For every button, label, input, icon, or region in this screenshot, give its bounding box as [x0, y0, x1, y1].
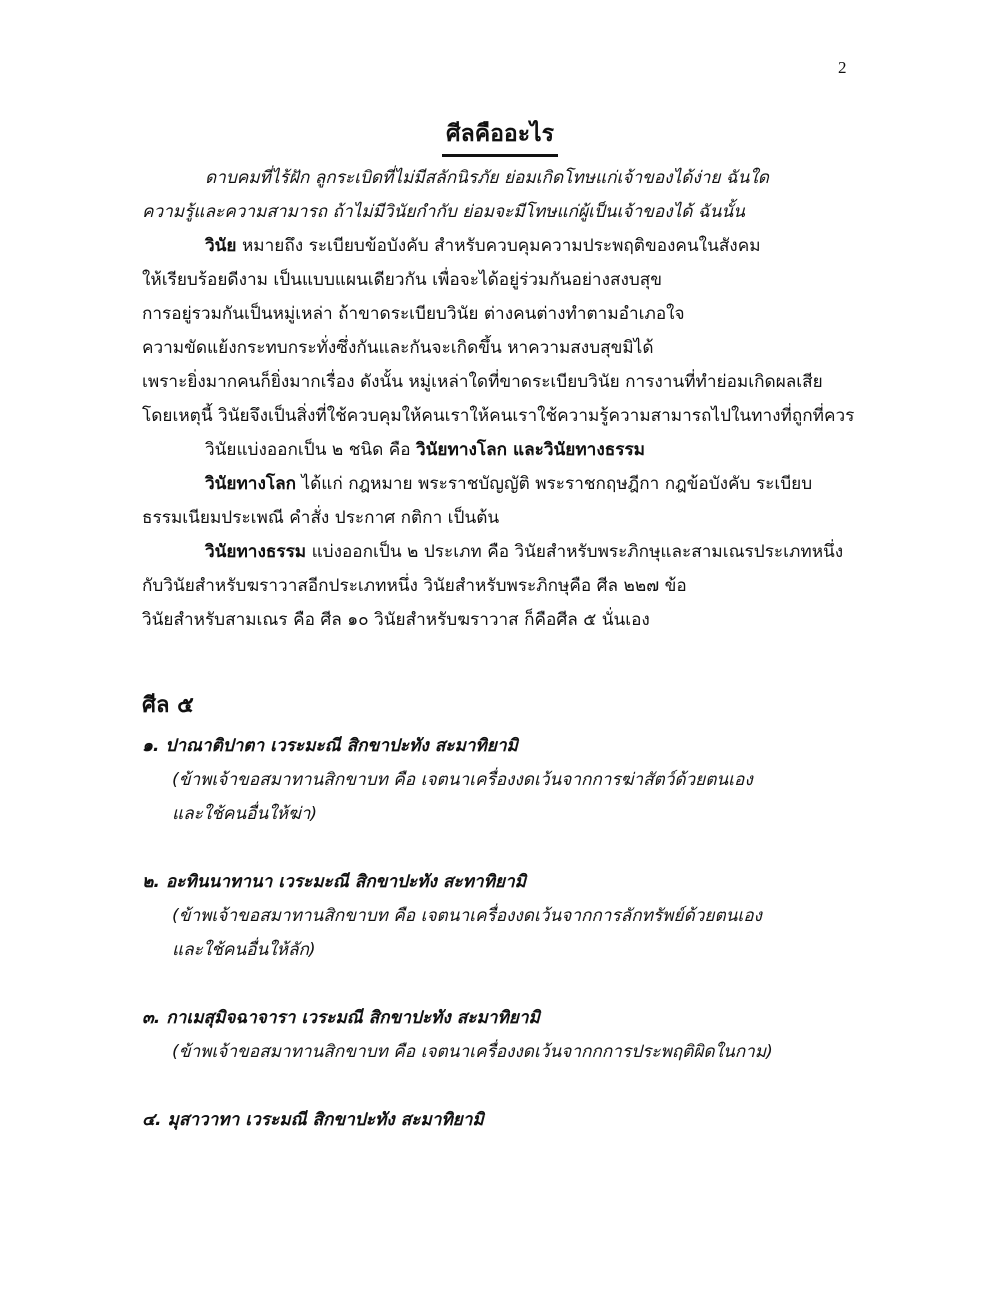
- precept-4-pali: ๔. มุสาวาทา เวระมณี สิกขาปะทัง สะมาทิยามิ: [142, 1110, 484, 1130]
- page-number: 2: [838, 58, 847, 77]
- vinaya-types-prefix: วินัยแบ่งออกเป็น ๒ ชนิด คือ: [205, 440, 417, 460]
- dhamma-vinaya-line-2: กับวินัยสำหรับฆราวาสอีกประเภทหนึ่ง วินัยสำหรับพระภิกษุคือ ศีล ๒๒๗ ข้อ: [142, 576, 687, 596]
- precept-1-desc-line-1: (ข้าพเจ้าขอสมาทานสิกขาบท คือ เจตนาเครื่องงดเว้นจากการฆ่าสัตว์ด้วยตนเอง: [172, 770, 753, 790]
- vinaya-definition-line-1: [205, 231, 761, 261]
- precept-3-desc-line-1: (ข้าพเจ้าขอสมาทานสิกขาบท คือ เจตนาเครื่องงดเว้นจากกการประพฤติผิดในกาม): [172, 1042, 773, 1062]
- vinaya-definition-line-2: ให้เรียบร้อยดีงาม เป็นแบบแผนเดียวกัน เพื่อจะได้อยู่ร่วมกันอย่างสงบสุข: [142, 270, 663, 290]
- vinaya-definition-line-6: โดยเหตุนี้ วินัยจึงเป็นสิ่งที่ใช้ควบคุมให้คนเราให้คนเราใช้ความรู้ความสามารถไปในทางที่ถูกที่ควร: [142, 406, 855, 426]
- worldly-vinaya-line-1-text: ได้แก่ กฎหมาย พระราชบัญญัติ พระราชกฤษฎีกา กฎข้อบังคับ ระเบียบ: [296, 474, 813, 494]
- vinaya-types-bold: วินัยทางโลก และวินัยทางธรรม: [416, 440, 645, 460]
- page-title-text: ศีลคืออะไร: [442, 116, 558, 157]
- vinaya-term: วินัย: [205, 236, 237, 256]
- dhamma-vinaya-term: วินัยทางธรรม: [205, 542, 307, 562]
- precept-2-pali: ๒. อะทินนาทานา เวระมะณี สิกขาปะทัง สะทาทิยามิ: [142, 872, 526, 892]
- precept-2-desc-line-1: (ข้าพเจ้าขอสมาทานสิกขาบท คือ เจตนาเครื่องงดเว้นจากการลักทรัพย์ด้วยตนเอง: [172, 906, 762, 926]
- precept-3-pali: ๓. กาเมสุมิจฉาจารา เวระมณี สิกขาปะทัง สะมาทิยามิ: [142, 1008, 540, 1028]
- intro-line-1: ดาบคมที่ไร้ฝัก ลูกระเบิดที่ไม่มีสลักนิรภัย ย่อมเกิดโทษแก่เจ้าของได้ง่าย ฉันใด: [205, 168, 769, 188]
- precept-2-desc-line-2: และใช้คนอื่นให้ลัก): [172, 940, 316, 960]
- vinaya-definition-line-5: เพราะยิ่งมากคนก็ยิ่งมากเรื่อง ดังนั้น หมู่เหล่าใดที่ขาดระเบียบวินัย การงานที่ทำย่อมเกิดผลเสีย: [142, 372, 823, 392]
- dhamma-vinaya-line-3: วินัยสำหรับสามเณร คือ ศีล ๑๐ วินัยสำหรับฆราวาส ก็คือศีล ๕ นั่นเอง: [142, 610, 650, 630]
- worldly-vinaya-term: วินัยทางโลก: [205, 474, 297, 494]
- vinaya-definition-line-3: การอยู่รวมกันเป็นหมู่เหล่า ถ้าขาดระเบียบวินัย ต่างคนต่างทำตามอำเภอใจ: [142, 304, 685, 324]
- page-title: [0, 116, 1000, 157]
- worldly-vinaya-line-2: ธรรมเนียมประเพณี คำสั่ง ประกาศ กติกา เป็นต้น: [142, 508, 500, 528]
- intro-line-2: ความรู้และความสามารถ ถ้าไม่มีวินัยกำกับ ย่อมจะมีโทษแก่ผู้เป็นเจ้าของได้ ฉันนั้น: [142, 202, 745, 222]
- precept-1-pali: ๑. ปาณาติปาตา เวระมะณี สิกขาปะทัง สะมาทิยามิ: [142, 736, 518, 756]
- worldly-vinaya-line-1: [205, 469, 812, 499]
- vinaya-line-1-text: หมายถึง ระเบียบข้อบังคับ สำหรับควบคุมความประพฤติของคนในสังคม: [236, 236, 761, 256]
- section-heading-five-precepts: ศีล ๕: [142, 693, 194, 718]
- dhamma-vinaya-line-1-text: แบ่งออกเป็น ๒ ประเภท คือ วินัยสำหรับพระภิกษุและสามเณรประเภทหนึ่ง: [306, 542, 844, 562]
- dhamma-vinaya-line-1: [205, 537, 843, 567]
- precept-1-desc-line-2: และใช้คนอื่นให้ฆ่า): [172, 804, 318, 824]
- vinaya-types-line: [205, 435, 645, 465]
- vinaya-definition-line-4: ความขัดแย้งกระทบกระทั่งซึ่งกันและกันจะเกิดขึ้น หาความสงบสุขมิได้: [142, 338, 654, 358]
